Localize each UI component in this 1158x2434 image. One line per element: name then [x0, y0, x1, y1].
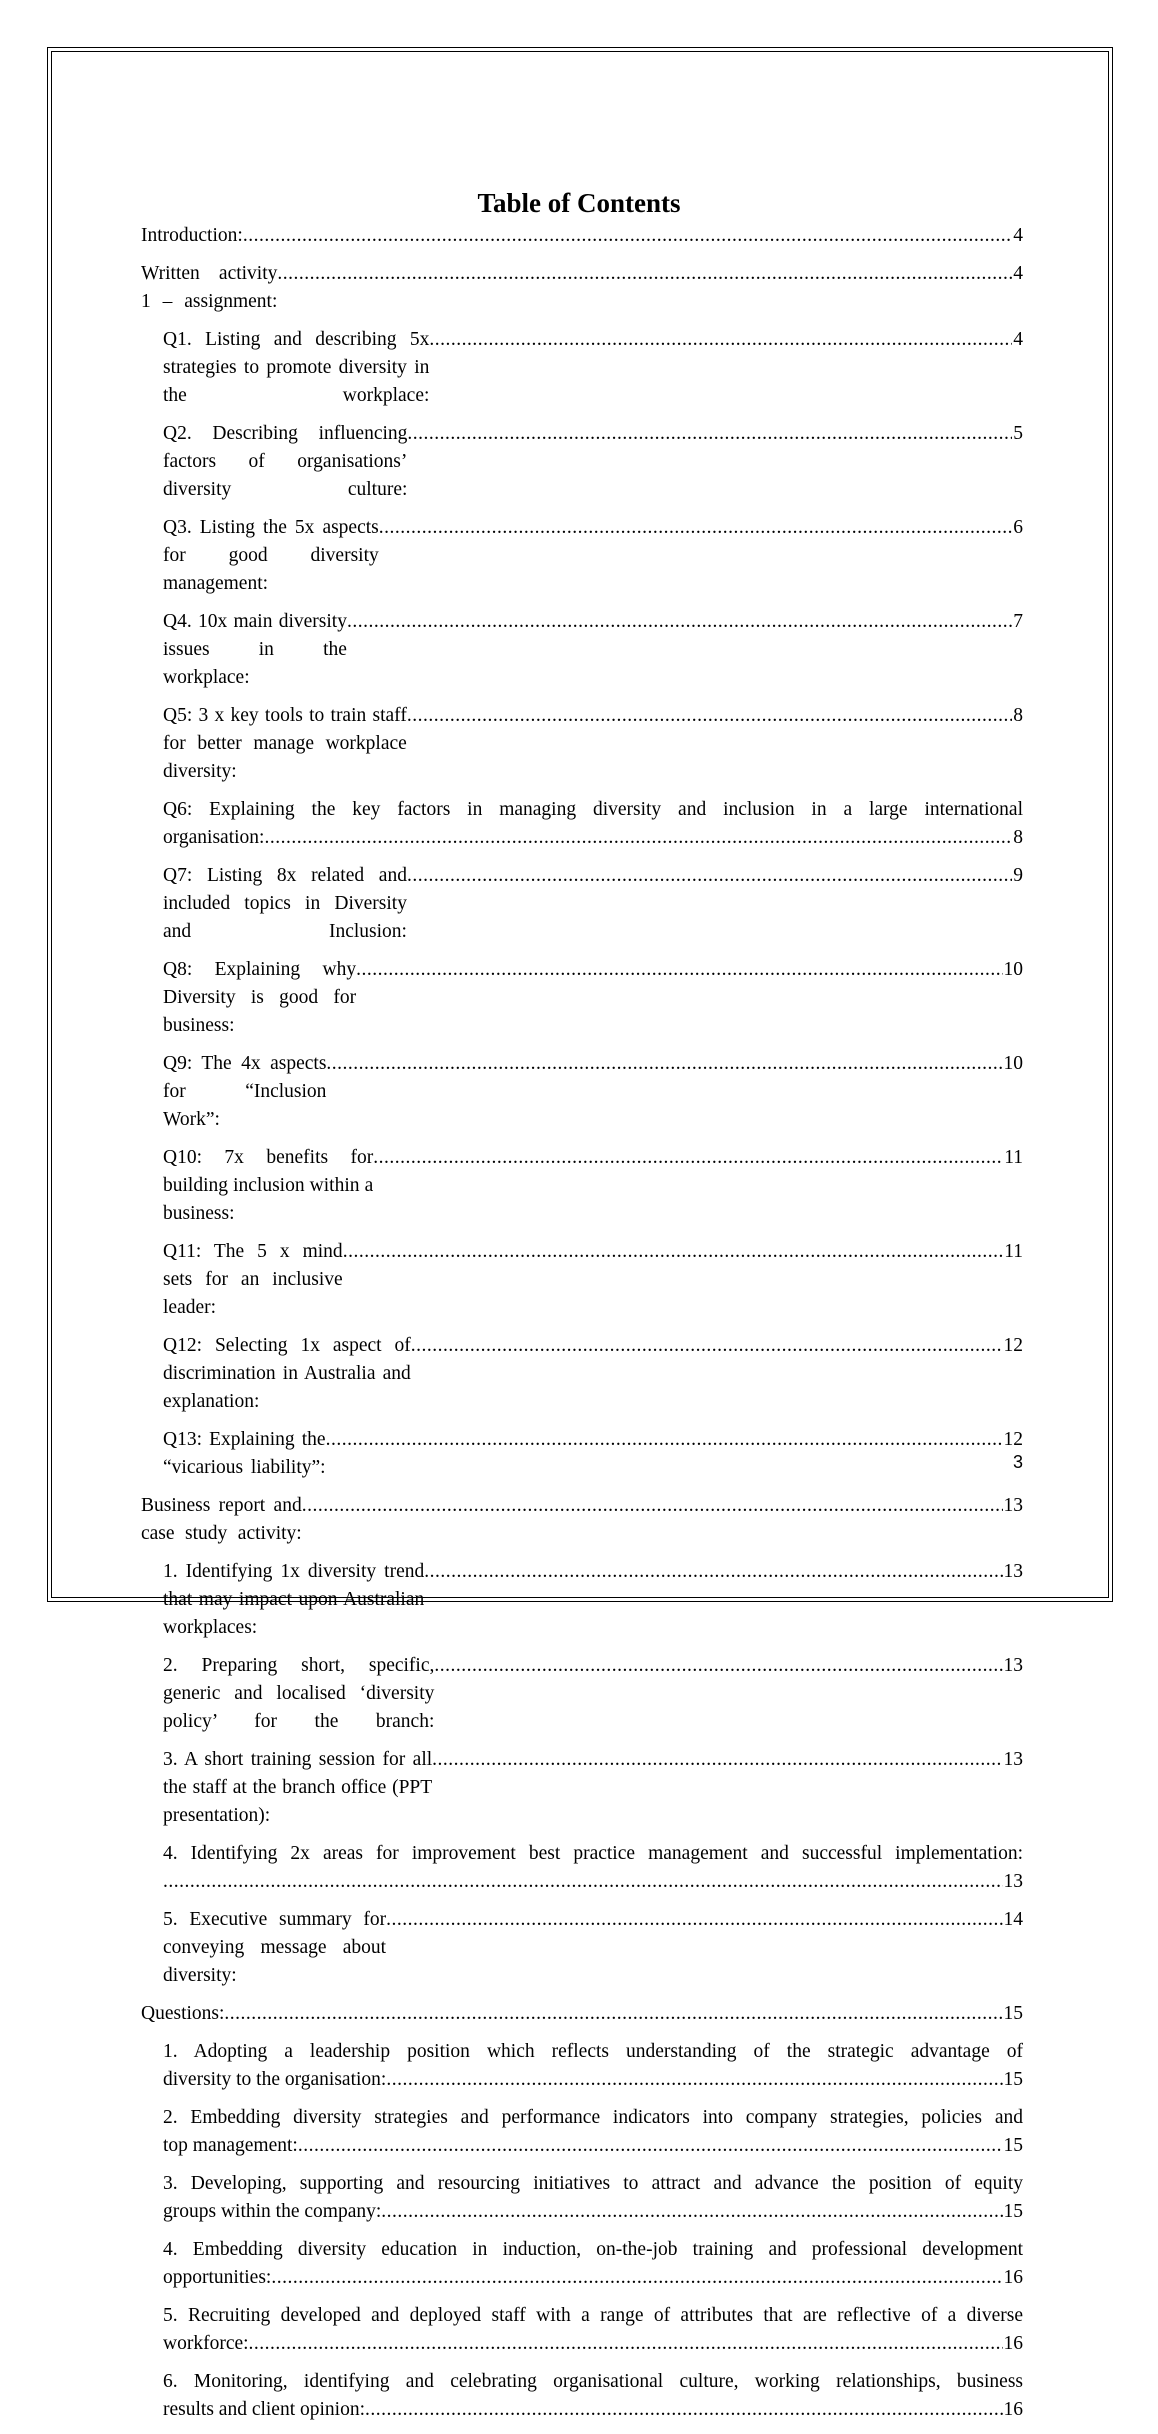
toc-entry[interactable]: [163, 1426, 1023, 1482]
toc-entry[interactable]: [163, 1238, 1023, 1322]
toc-entry[interactable]: [163, 608, 1023, 692]
toc-entry[interactable]: [163, 2368, 1023, 2424]
toc-entry-text: results and client opinion:: [163, 2399, 366, 2420]
toc-entry[interactable]: [163, 1652, 1023, 1736]
dot-leader: [411, 1332, 1003, 1360]
toc-entry-text: Q2. Describing influencing factors of organisations’ diversity culture:: [163, 423, 408, 500]
table-of-contents: [141, 222, 1023, 2434]
toc-entry-text: Q12: Selecting 1x aspect of discrimination in Australia and explanation:: [163, 1335, 411, 1412]
toc-entry-text-line1: 2. Embedding diversity strategies and performance indicators into company strategies, policies and: [163, 2107, 1023, 2128]
toc-entry-text: Questions:: [141, 2003, 225, 2024]
toc-title: Table of Contents: [477, 188, 681, 218]
toc-entry-text: top management:: [163, 2135, 298, 2156]
toc-entry-text: workforce:: [163, 2333, 249, 2354]
toc-entry[interactable]: [163, 796, 1023, 852]
toc-entry-page: 11: [1004, 1241, 1023, 1262]
toc-entry-page: 10: [1003, 1053, 1023, 1074]
toc-entry[interactable]: [163, 514, 1023, 598]
toc-entry-text: 5. Executive summary for conveying message about diversity:: [163, 1909, 387, 1986]
toc-entry[interactable]: [163, 702, 1023, 786]
toc-entry-page: 6: [1013, 517, 1023, 538]
dot-leader: [386, 2066, 1002, 2094]
toc-entry-text: 1. Identifying 1x diversity trend that may impact upon Australian workplaces:: [163, 1561, 425, 1638]
toc-entry-page: 15: [1003, 2069, 1023, 2090]
toc-entry-text: Business report and case study activity:: [141, 1495, 302, 1544]
toc-entry-text: diversity to the organisation:: [163, 2069, 387, 2090]
dot-leader: [429, 326, 1012, 354]
dot-leader: [277, 260, 1012, 288]
dot-leader: [365, 2396, 1002, 2424]
toc-entry-text: Introduction:: [141, 225, 243, 246]
toc-entry-page: 12: [1003, 1429, 1023, 1450]
toc-entry-text-line1: 5. Recruiting developed and deployed staff with a range of attributes that are reflective of a diverse: [163, 2305, 1023, 2326]
toc-entry-page: 13: [1003, 1749, 1023, 1770]
toc-entry-page: 4: [1013, 263, 1023, 284]
toc-entry[interactable]: [163, 1144, 1023, 1228]
toc-entry-page: 4: [1013, 329, 1023, 350]
toc-entry-text: 3. A short training session for all the staff at the branch office (PPT presentation):: [163, 1749, 433, 1826]
toc-entry[interactable]: [163, 2302, 1023, 2358]
toc-entry-page: 16: [1003, 2333, 1023, 2354]
dot-leader: [407, 702, 1012, 730]
dot-leader: [407, 420, 1012, 448]
dot-leader: [264, 824, 1012, 852]
toc-entry[interactable]: [163, 956, 1023, 1040]
toc-entry[interactable]: [163, 1906, 1023, 1990]
toc-entry[interactable]: [141, 1492, 1023, 1548]
dot-leader: [434, 1652, 1002, 1680]
toc-entry[interactable]: [141, 260, 1023, 316]
toc-entry-text: Q7: Listing 8x related and included topics in Diversity and Inclusion:: [163, 865, 407, 942]
toc-entry[interactable]: [163, 2170, 1023, 2226]
dot-leader: [326, 1050, 1002, 1078]
toc-entry-page: 9: [1013, 865, 1023, 886]
toc-entry-page: 15: [1003, 2135, 1023, 2156]
toc-entry[interactable]: [163, 326, 1023, 410]
dot-leader: [407, 862, 1012, 890]
toc-entry-text: organisation:: [163, 827, 265, 848]
dot-leader: [224, 2000, 1002, 2028]
toc-entry[interactable]: [163, 862, 1023, 946]
toc-entry-page: 14: [1003, 1909, 1023, 1930]
dot-leader: [343, 1238, 1004, 1266]
dot-leader: [381, 2198, 1002, 2226]
toc-entry-page: 8: [1013, 827, 1023, 848]
toc-entry-text: 2. Preparing short, specific, generic and localised ‘diversity policy’ for the branch:: [163, 1655, 435, 1732]
toc-entry-page: 7: [1013, 611, 1023, 632]
toc-entry-text-line1: Q6: Explaining the key factors in managing diversity and inclusion in a large international: [163, 799, 1023, 820]
toc-entry-text-line1: 4. Embedding diversity education in induction, on-the-job training and professional development: [163, 2239, 1023, 2260]
toc-entry-page: 15: [1003, 2003, 1023, 2024]
toc-entry[interactable]: [141, 222, 1023, 250]
toc-entry[interactable]: [141, 2000, 1023, 2028]
toc-entry-text: groups within the company:: [163, 2201, 382, 2222]
toc-entry[interactable]: [163, 420, 1023, 504]
toc-entry-text: Q8: Explaining why Diversity is good for business:: [163, 959, 357, 1036]
toc-entry-page: 15: [1003, 2201, 1023, 2222]
dot-leader: [302, 1492, 1003, 1520]
toc-entry-text: Q3. Listing the 5x aspects for good diversity management:: [163, 517, 379, 594]
toc-entry[interactable]: [163, 1840, 1023, 1896]
toc-entry-text: Written activity 1 – assignment:: [141, 263, 278, 312]
dot-leader: [326, 1426, 1003, 1454]
toc-entry[interactable]: [163, 2104, 1023, 2160]
toc-entry-page: 13: [1003, 1495, 1023, 1516]
dot-leader: [386, 1906, 1002, 1934]
toc-entry-page: 13: [1003, 1655, 1023, 1676]
dot-leader: [243, 222, 1012, 250]
toc-entry-text-line1: 6. Monitoring, identifying and celebrating organisational culture, working relationships, business: [163, 2371, 1023, 2392]
toc-entry-text: Q11: The 5 x mind sets for an inclusive leader:: [163, 1241, 343, 1318]
dot-leader: [356, 956, 1002, 984]
toc-entry-text-line1: 1. Adopting a leadership position which reflects understanding of the strategic advantage of: [163, 2041, 1023, 2062]
toc-entry-text-line1: 3. Developing, supporting and resourcing initiatives to attract and advance the position of equity: [163, 2173, 1023, 2194]
toc-entry-page: 12: [1003, 1335, 1023, 1356]
toc-entry[interactable]: [163, 2038, 1023, 2094]
toc-entry-text: Q4. 10x main diversity issues in the workplace:: [163, 611, 347, 688]
toc-entry-page: 8: [1013, 705, 1023, 726]
toc-entry-text-line1: 4. Identifying 2x areas for improvement best practice management and successful implementation:: [163, 1843, 1023, 1864]
toc-entry-page: 5: [1013, 423, 1023, 444]
dot-leader: [347, 608, 1012, 636]
page-number: 3: [1012, 1452, 1023, 1472]
toc-entry-text: Q1. Listing and describing 5x strategies to promote diversity in the workplace:: [163, 329, 430, 406]
toc-entry-page: 4: [1013, 225, 1023, 246]
toc-entry-page: 16: [1003, 2399, 1023, 2420]
dot-leader: [271, 2264, 1002, 2292]
toc-entry-text: Q5: 3 x key tools to train staff for better manage workplace diversity:: [163, 705, 407, 782]
toc-entry-text: Q10: 7x benefits for building inclusion within a business:: [163, 1147, 374, 1224]
toc-entry[interactable]: [163, 1332, 1023, 1416]
dot-leader: [432, 1746, 1002, 1774]
toc-entry[interactable]: [163, 1558, 1023, 1642]
toc-entry-text: opportunities:: [163, 2267, 272, 2288]
dot-leader: [424, 1558, 1002, 1586]
toc-entry-page: 13: [1003, 1871, 1023, 1892]
toc-entry[interactable]: [163, 1050, 1023, 1134]
dot-leader: [373, 1144, 1003, 1172]
toc-entry-text: Q9: The 4x aspects for “Inclusion Work”:: [163, 1053, 327, 1130]
toc-entry-page: 13: [1003, 1561, 1023, 1582]
dot-leader: [249, 2330, 1003, 2358]
toc-entry-text: Q13: Explaining the “vicarious liability”:: [163, 1429, 326, 1478]
dot-leader: [163, 1868, 1003, 1896]
toc-entry-page: 11: [1004, 1147, 1023, 1168]
toc-entry-page: 16: [1003, 2267, 1023, 2288]
dot-leader: [379, 514, 1013, 542]
dot-leader: [298, 2132, 1003, 2160]
toc-entry[interactable]: [163, 2236, 1023, 2292]
toc-entry[interactable]: [163, 1746, 1023, 1830]
toc-entry-page: 10: [1003, 959, 1023, 980]
